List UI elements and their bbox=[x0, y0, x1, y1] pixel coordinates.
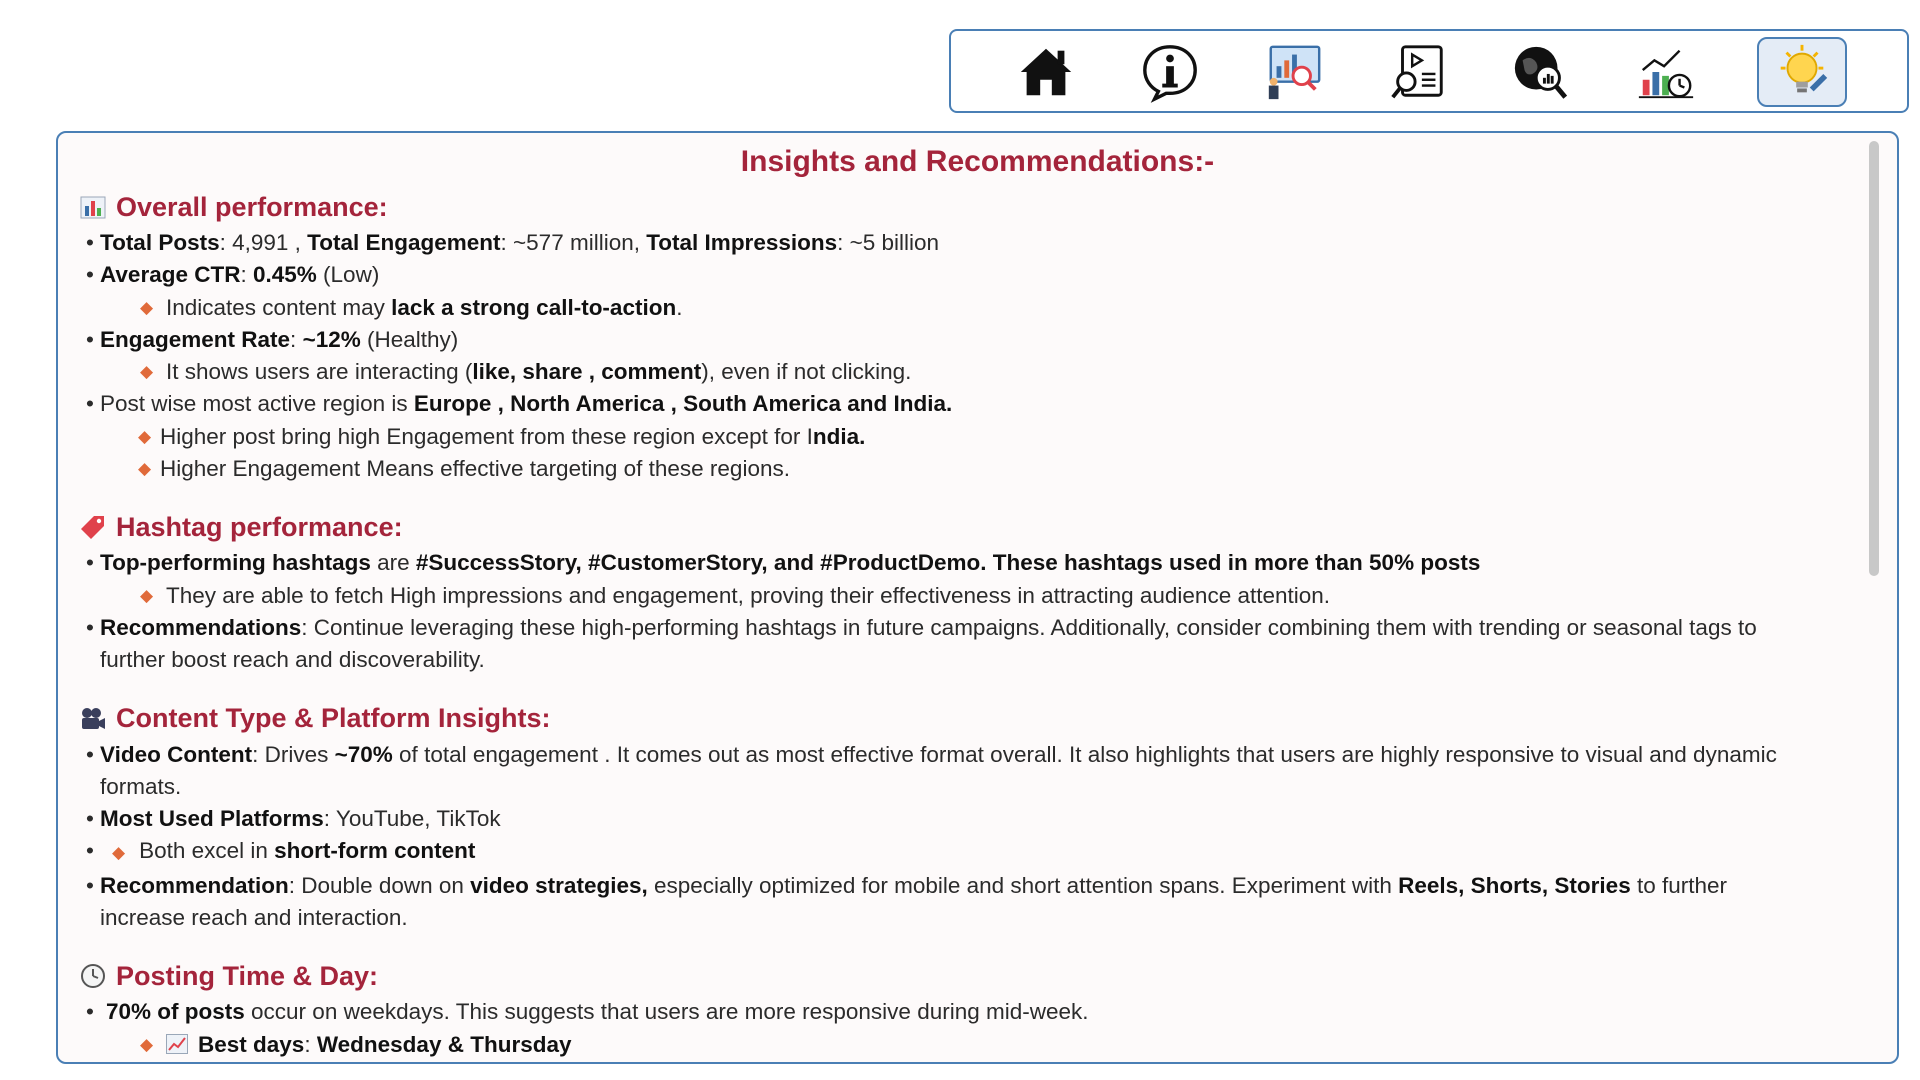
lightbulb-icon bbox=[1771, 41, 1833, 103]
list-item-continuation: formats. bbox=[100, 773, 182, 799]
clock-icon bbox=[80, 963, 106, 989]
section-title-text: Hashtag performance: bbox=[116, 511, 403, 542]
sub-list-item: ◆ Indicates content may lack a strong call-to-action. bbox=[80, 292, 1870, 324]
list-item: • Recommendation: Double down on video strategies, especially optimized for mobile and short attention spans. Experiment with Reels, Shorts, Stories to further bbox=[80, 870, 1870, 902]
nav-global-search-button[interactable] bbox=[1497, 37, 1587, 107]
section-title-overall bbox=[80, 187, 1870, 227]
sub-list-item: ◆ They are able to fetch High impressions and engagement, proving their effectiveness in attracting audience attention. bbox=[80, 580, 1870, 612]
diamond-bullet-icon: ◆ bbox=[140, 362, 154, 382]
growth-chart-icon bbox=[1635, 41, 1697, 103]
section-title-content bbox=[80, 699, 1870, 739]
list-item: • Most Used Platforms: YouTube, TikTok bbox=[80, 803, 1870, 835]
diamond-bullet-icon: ◆ bbox=[138, 459, 152, 479]
section-title-posting bbox=[80, 956, 1870, 996]
nav-info-button[interactable] bbox=[1125, 37, 1215, 107]
global-search-icon bbox=[1511, 41, 1573, 103]
diamond-bullet-icon: ◆ bbox=[140, 297, 154, 317]
page-title: Insights and Recommendations:- bbox=[740, 145, 1215, 178]
video-search-icon bbox=[1387, 41, 1449, 103]
list-item: • Video Content: Drives ~70% of total engagement . It comes out as most effective format overall. It also highlights that users are highly responsive to visual and dynamic bbox=[80, 739, 1870, 771]
insights-panel bbox=[56, 131, 1899, 1064]
list-item: • Post wise most active region is Europe , North America , South America and India. bbox=[80, 388, 1870, 420]
dashboard-analysis-icon bbox=[1263, 41, 1325, 103]
list-item: • Top-performing hashtags are #SuccessStory, #CustomerStory, and #ProductDemo. These hashtags used in more than 50% posts bbox=[80, 547, 1870, 579]
tag-icon bbox=[80, 514, 106, 540]
section-title-text: Overall performance: bbox=[116, 191, 388, 222]
nav-home-button[interactable] bbox=[1001, 37, 1091, 107]
list-item: • 70% of posts occur on weekdays. This suggests that users are more responsive during mid-week. bbox=[80, 996, 1870, 1028]
nav-growth-chart-button[interactable] bbox=[1621, 37, 1711, 107]
sub-list-item: ◆ It shows users are interacting (like, share , comment), even if not clicking. bbox=[80, 356, 1870, 388]
home-icon bbox=[1015, 41, 1077, 103]
video-camera-icon bbox=[80, 706, 106, 732]
diamond-bullet-icon: ◆ bbox=[140, 1034, 154, 1054]
list-item-continuation: increase reach and interaction. bbox=[100, 905, 408, 931]
list-item: • ◆ Both excel in short-form content bbox=[80, 835, 1870, 869]
list-item: • Average CTR: 0.45% (Low) bbox=[80, 259, 1870, 291]
diamond-bullet-icon: ◆ bbox=[140, 585, 154, 605]
diamond-bullet-icon: ◆ bbox=[138, 426, 152, 446]
section-title-text: Content Type & Platform Insights: bbox=[116, 703, 551, 734]
sub-list-item: ◆ Higher Engagement Means effective targeting of these regions. bbox=[80, 453, 1870, 485]
trend-chart-icon bbox=[166, 1034, 188, 1054]
diamond-bullet-icon: ◆ bbox=[112, 843, 126, 863]
scrollbar-thumb[interactable] bbox=[1869, 141, 1879, 576]
nav-dashboard-button[interactable] bbox=[1249, 37, 1339, 107]
nav-video-search-button[interactable] bbox=[1373, 37, 1463, 107]
section-title-text: Posting Time & Day: bbox=[116, 960, 379, 991]
info-icon bbox=[1139, 41, 1201, 103]
sub-list-item: ◆ Best days: Wednesday & Thursday bbox=[80, 1029, 1870, 1061]
list-item: • Recommendations: Continue leveraging these high-performing hashtags in future campaigns. Additionally, consider combining them with trending or seasonal tags to bbox=[80, 612, 1870, 644]
list-item: • Engagement Rate: ~12% (Healthy) bbox=[80, 324, 1870, 356]
insights-content bbox=[80, 187, 1870, 1061]
section-title-hashtag bbox=[80, 507, 1870, 547]
list-item: • Total Posts: 4,991 , Total Engagement: ~577 million, Total Impressions: ~5 billion bbox=[80, 227, 1870, 259]
sub-list-item: ◆ Higher post bring high Engagement from these region except for India. bbox=[80, 421, 1870, 453]
nav-insights-button[interactable] bbox=[1757, 37, 1847, 107]
list-item-continuation: further boost reach and discoverability. bbox=[100, 647, 485, 673]
bar-chart-icon bbox=[80, 194, 106, 220]
top-navigation-bar bbox=[949, 29, 1909, 113]
